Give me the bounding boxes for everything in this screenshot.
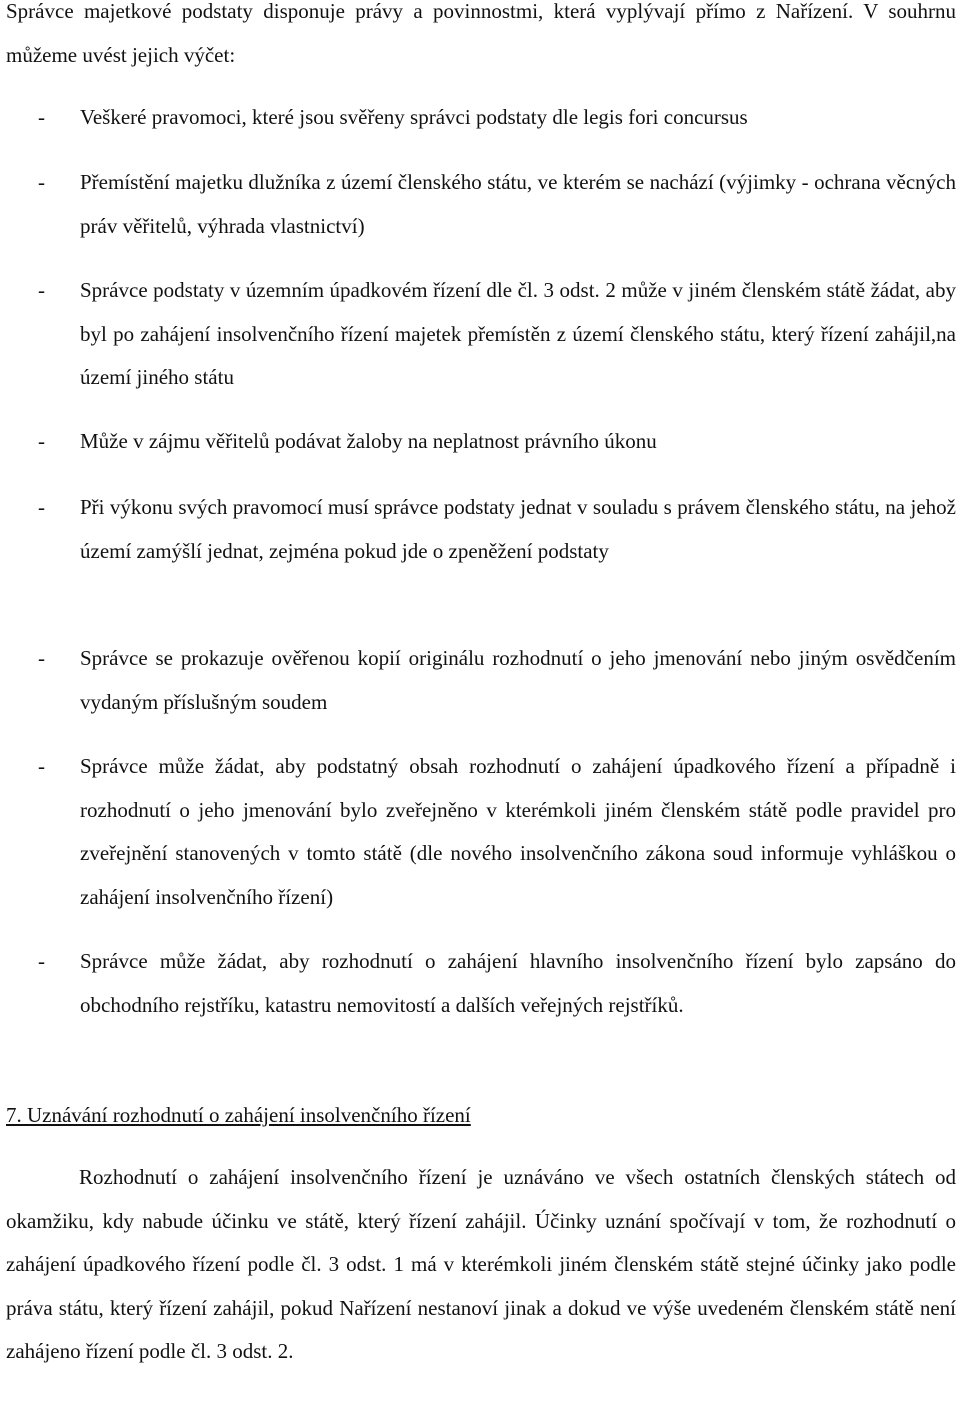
list-item-text: Přemístění majetku dlužníka z území členského státu, ve kterém se nachází (výjimky - ochrana věcných práv věřitelů, výhrada vlastnictví)	[80, 170, 956, 238]
list-item	[38, 161, 956, 248]
list-item-text: Může v zájmu věřitelů podávat žaloby na neplatnost právního úkonu	[80, 429, 657, 453]
list-item-text: Při výkonu svých pravomocí musí správce podstaty jednat v souladu s právem členského státu, na jehož území zamýšlí jednat, zejména pokud jde o zpeněžení podstaty	[80, 495, 956, 563]
bullet-dash: -	[38, 646, 45, 670]
list-item	[38, 637, 956, 724]
bullet-dash: -	[38, 278, 45, 302]
section-heading: 7. Uznávání rozhodnutí o zahájení insolvenčního řízení	[6, 1103, 471, 1127]
list-item	[38, 486, 956, 573]
list-item	[38, 940, 956, 1027]
bullet-dash: -	[38, 105, 45, 129]
bullet-dash: -	[38, 170, 45, 194]
section-body-paragraph: Rozhodnutí o zahájení insolvenčního řízení je uznáváno ve všech ostatních členských státech od okamžiku, kdy nabude účinku ve státě, který řízení zahájil. Účinky uznání spočívají v tom, že rozhodnutí o zahájení úpadkového řízení podle čl. 3 odst. 1 má v kterémkoli jiném členském státě stejné účinky jako podle práva státu, který řízení zahájil, pokud Nařízení nestanoví jinak a dokud ve výše uvedeném členském státě není zahájeno řízení podle čl. 3 odst. 2.	[6, 1165, 956, 1363]
intro-paragraph: Správce majetkové podstaty disponuje právy a povinnostmi, která vyplývají přímo z Nařízení. V souhrnu můžeme uvést jejich výčet:	[6, 0, 956, 67]
list-item-text: Veškeré pravomoci, které jsou svěřeny správci podstaty dle legis fori concursus	[80, 105, 748, 129]
list-item-text: Správce může žádat, aby podstatný obsah rozhodnutí o zahájení úpadkového řízení a případně i rozhodnutí o jeho jmenování bylo zveřejněno v kterémkoli jiném členském státě podle pravidel pro zveřejnění stanovených v tomto státě (dle nového insolvenčního zákona soud informuje vyhláškou o zahájení insolvenčního řízení)	[80, 754, 956, 909]
list-item-text: Správce podstaty v územním úpadkovém řízení dle čl. 3 odst. 2 může v jiném členském státě žádat, aby byl po zahájení insolvenčního řízení majetek přemístěn z území členského státu, který řízení zahájil,na území jiného státu	[80, 278, 956, 389]
list-item	[38, 96, 956, 140]
bullet-dash: -	[38, 754, 45, 778]
bullet-dash: -	[38, 949, 45, 973]
list-item-text: Správce se prokazuje ověřenou kopií originálu rozhodnutí o jeho jmenování nebo jiným osvědčením vydaným příslušným soudem	[80, 646, 956, 714]
list-item	[38, 420, 956, 464]
list-item	[38, 269, 956, 400]
bullet-dash: -	[38, 429, 45, 453]
list-item	[38, 745, 956, 919]
list-item-text: Správce může žádat, aby rozhodnutí o zahájení hlavního insolvenčního řízení bylo zapsáno do obchodního rejstříku, katastru nemovitostí a dalších veřejných rejstříků.	[80, 949, 956, 1017]
bullet-dash: -	[38, 495, 45, 519]
